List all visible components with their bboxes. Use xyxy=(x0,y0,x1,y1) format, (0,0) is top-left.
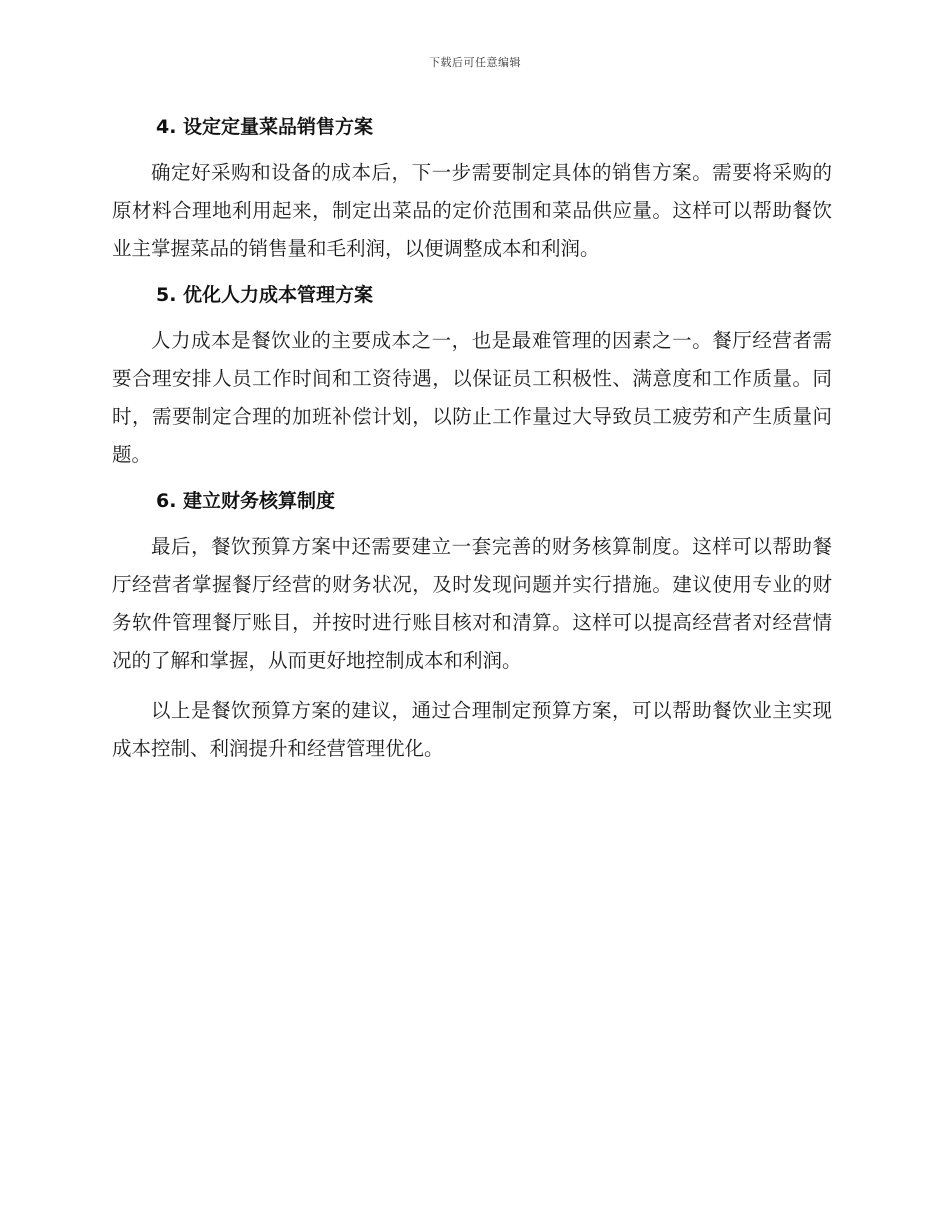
section-heading: 5. 优化人力成本管理方案 xyxy=(156,284,374,306)
paragraph: 最后，餐饮预算方案中还需要建立一套完善的财务核算制度。这样可以帮助餐厅经营者掌握餐厅经营的财务状况，及时发现问题并实行措施。建议使用专业的财务软件管理餐厅账目，并按时进行账目核对和清算。这样可以提高经营者对经营情况的了解和掌握，从而更好地控制成本和利润。 xyxy=(112,535,832,672)
section-5 xyxy=(112,280,832,474)
paragraph: 以上是餐饮预算方案的建议，通过合理制定预算方案，可以帮助餐饮业主实现成本控制、利润提升和经营管理优化。 xyxy=(112,699,832,760)
section-heading: 6. 建立财务核算制度 xyxy=(156,490,336,512)
document-body xyxy=(112,112,832,780)
section-heading: 4. 设定定量菜品销售方案 xyxy=(156,116,374,138)
section-4 xyxy=(112,112,832,268)
paragraph: 人力成本是餐饮业的主要成本之一，也是最难管理的因素之一。餐厅经营者需要合理安排人员工作时间和工资待遇，以保证员工积极性、满意度和工作质量。同时，需要制定合理的加班补偿计划，以防止工作量过大导致员工疲劳和产生质量问题。 xyxy=(112,329,832,466)
header-note: 下载后可任意编辑 xyxy=(429,56,521,69)
paragraph: 确定好采购和设备的成本后，下一步需要制定具体的销售方案。需要将采购的原材料合理地利用起来，制定出菜品的定价范围和菜品供应量。这样可以帮助餐饮业主掌握菜品的销售量和毛利润，以便调整成本和利润。 xyxy=(112,161,832,260)
section-6 xyxy=(112,486,832,768)
